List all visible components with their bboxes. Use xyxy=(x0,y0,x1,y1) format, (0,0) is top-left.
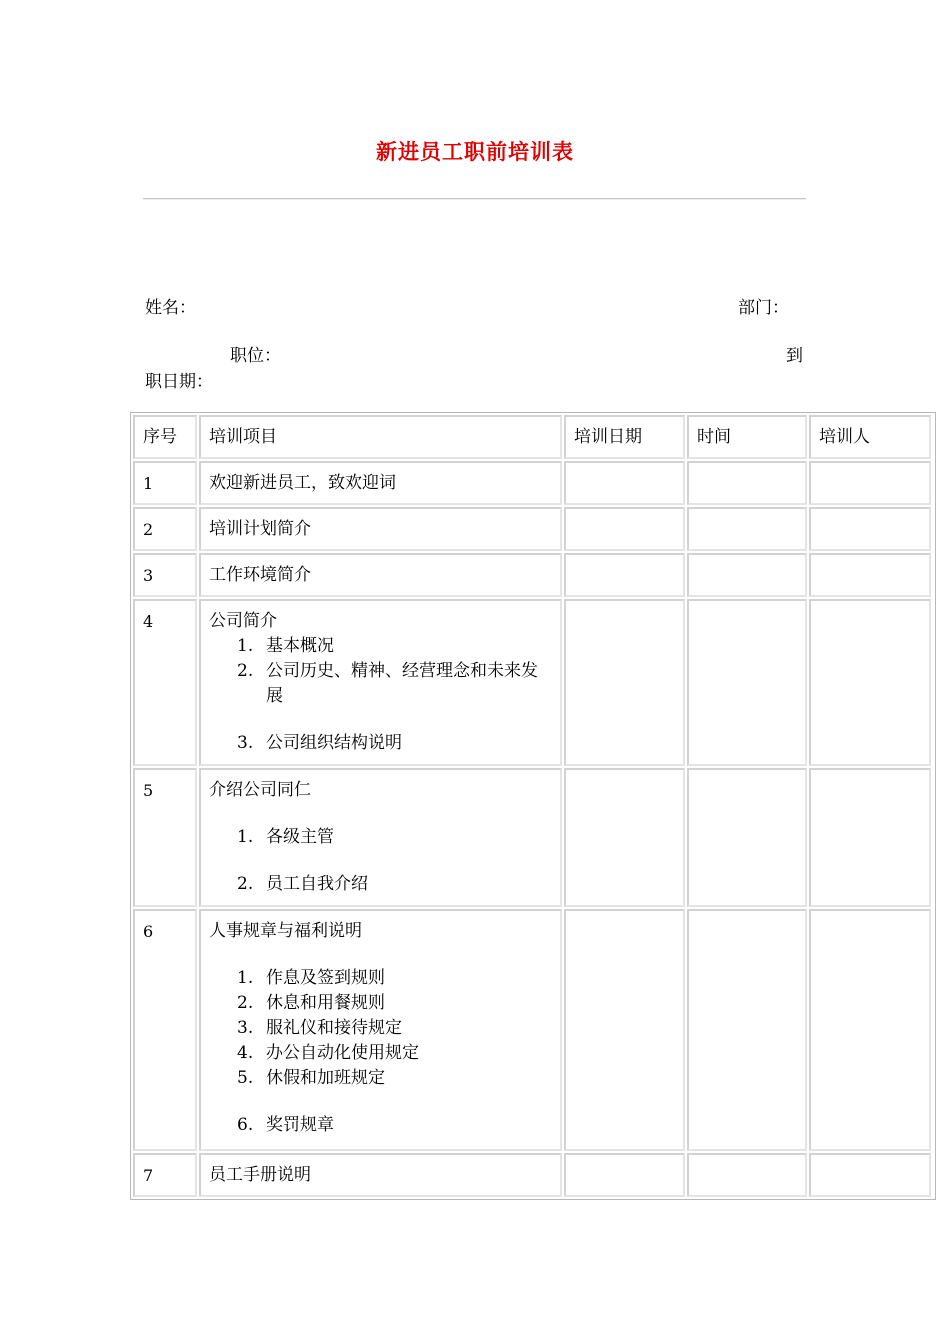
row-item xyxy=(199,909,562,1151)
time-cell[interactable] xyxy=(687,553,807,597)
header-cell-date: 培训日期 xyxy=(564,415,685,459)
table-row xyxy=(132,767,934,908)
list-item: 3. 公司组织结构说明 xyxy=(237,733,402,753)
table-row xyxy=(132,552,934,598)
date-cell[interactable] xyxy=(564,507,685,551)
list-item: 2. 公司历史、精神、经营理念和未来发展 xyxy=(237,661,538,706)
page-title: 新进员工职前培训表 xyxy=(376,140,574,164)
position-label: 职位： xyxy=(230,346,281,366)
list-item: 1. 各级主管 xyxy=(237,827,334,847)
spacer xyxy=(237,944,552,966)
training-table xyxy=(130,412,936,1200)
list-item: 4. 办公自动化使用规定 xyxy=(237,1043,419,1063)
row-number: 5 xyxy=(133,768,197,907)
time-cell[interactable] xyxy=(687,909,807,1151)
list-item: 1. 基本概况 xyxy=(237,636,334,656)
row-item: 员工手册说明 xyxy=(199,1153,562,1197)
table-row xyxy=(132,506,934,552)
list-item: 5. 休假和加班规定 xyxy=(237,1068,385,1088)
sub-list xyxy=(209,944,552,1138)
row-item-title: 介绍公司同仁 xyxy=(209,780,311,800)
arrival-date-label-part2: 职日期： xyxy=(145,372,213,392)
row-item: 欢迎新进员工，致欢迎词 xyxy=(199,461,562,505)
table-row xyxy=(132,1152,934,1198)
list-item: 1. 作息及签到规则 xyxy=(237,968,385,988)
date-cell[interactable] xyxy=(564,768,685,907)
time-cell[interactable] xyxy=(687,507,807,551)
list-item: 3. 服礼仪和接待规定 xyxy=(237,1018,402,1038)
table-row xyxy=(132,908,934,1152)
trainer-cell[interactable] xyxy=(809,507,931,551)
title-divider xyxy=(143,198,806,200)
spacer xyxy=(237,709,552,731)
time-cell[interactable] xyxy=(687,768,807,907)
spacer xyxy=(237,803,552,825)
department-label: 部门： xyxy=(738,298,789,318)
table-row xyxy=(132,598,934,767)
row-number: 4 xyxy=(133,599,197,766)
date-cell[interactable] xyxy=(564,599,685,766)
header-cell-trainer: 培训人 xyxy=(809,415,931,459)
row-number: 6 xyxy=(133,909,197,1151)
spacer xyxy=(237,1091,552,1113)
time-cell[interactable] xyxy=(687,461,807,505)
row-item xyxy=(199,599,562,766)
row-number: 3 xyxy=(133,553,197,597)
row-item xyxy=(199,768,562,907)
row-item: 工作环境简介 xyxy=(199,553,562,597)
date-cell[interactable] xyxy=(564,461,685,505)
trainer-cell[interactable] xyxy=(809,909,931,1151)
row-item: 培训计划简介 xyxy=(199,507,562,551)
list-item: 2. 员工自我介绍 xyxy=(237,874,368,894)
row-number: 2 xyxy=(133,507,197,551)
row-number: 7 xyxy=(133,1153,197,1197)
table-row xyxy=(132,460,934,506)
trainer-cell[interactable] xyxy=(809,461,931,505)
sub-list xyxy=(209,634,552,756)
row-item-title: 人事规章与福利说明 xyxy=(209,921,362,941)
time-cell[interactable] xyxy=(687,1153,807,1197)
trainer-cell[interactable] xyxy=(809,768,931,907)
spacer xyxy=(237,850,552,872)
row-item-title: 公司简介 xyxy=(209,611,277,631)
sub-list xyxy=(209,803,552,897)
date-cell[interactable] xyxy=(564,1153,685,1197)
header-cell-no: 序号 xyxy=(133,415,197,459)
date-cell[interactable] xyxy=(564,909,685,1151)
trainer-cell[interactable] xyxy=(809,553,931,597)
date-cell[interactable] xyxy=(564,553,685,597)
row-number: 1 xyxy=(133,461,197,505)
trainer-cell[interactable] xyxy=(809,1153,931,1197)
header-cell-item: 培训项目 xyxy=(199,415,562,459)
time-cell[interactable] xyxy=(687,599,807,766)
header-cell-time: 时间 xyxy=(687,415,807,459)
arrival-date-label-part1: 到 xyxy=(786,346,803,366)
table-header-row xyxy=(132,414,934,460)
list-item: 2. 休息和用餐规则 xyxy=(237,993,385,1013)
trainer-cell[interactable] xyxy=(809,599,931,766)
name-label: 姓名： xyxy=(145,298,196,318)
list-item: 6. 奖罚规章 xyxy=(237,1115,334,1135)
